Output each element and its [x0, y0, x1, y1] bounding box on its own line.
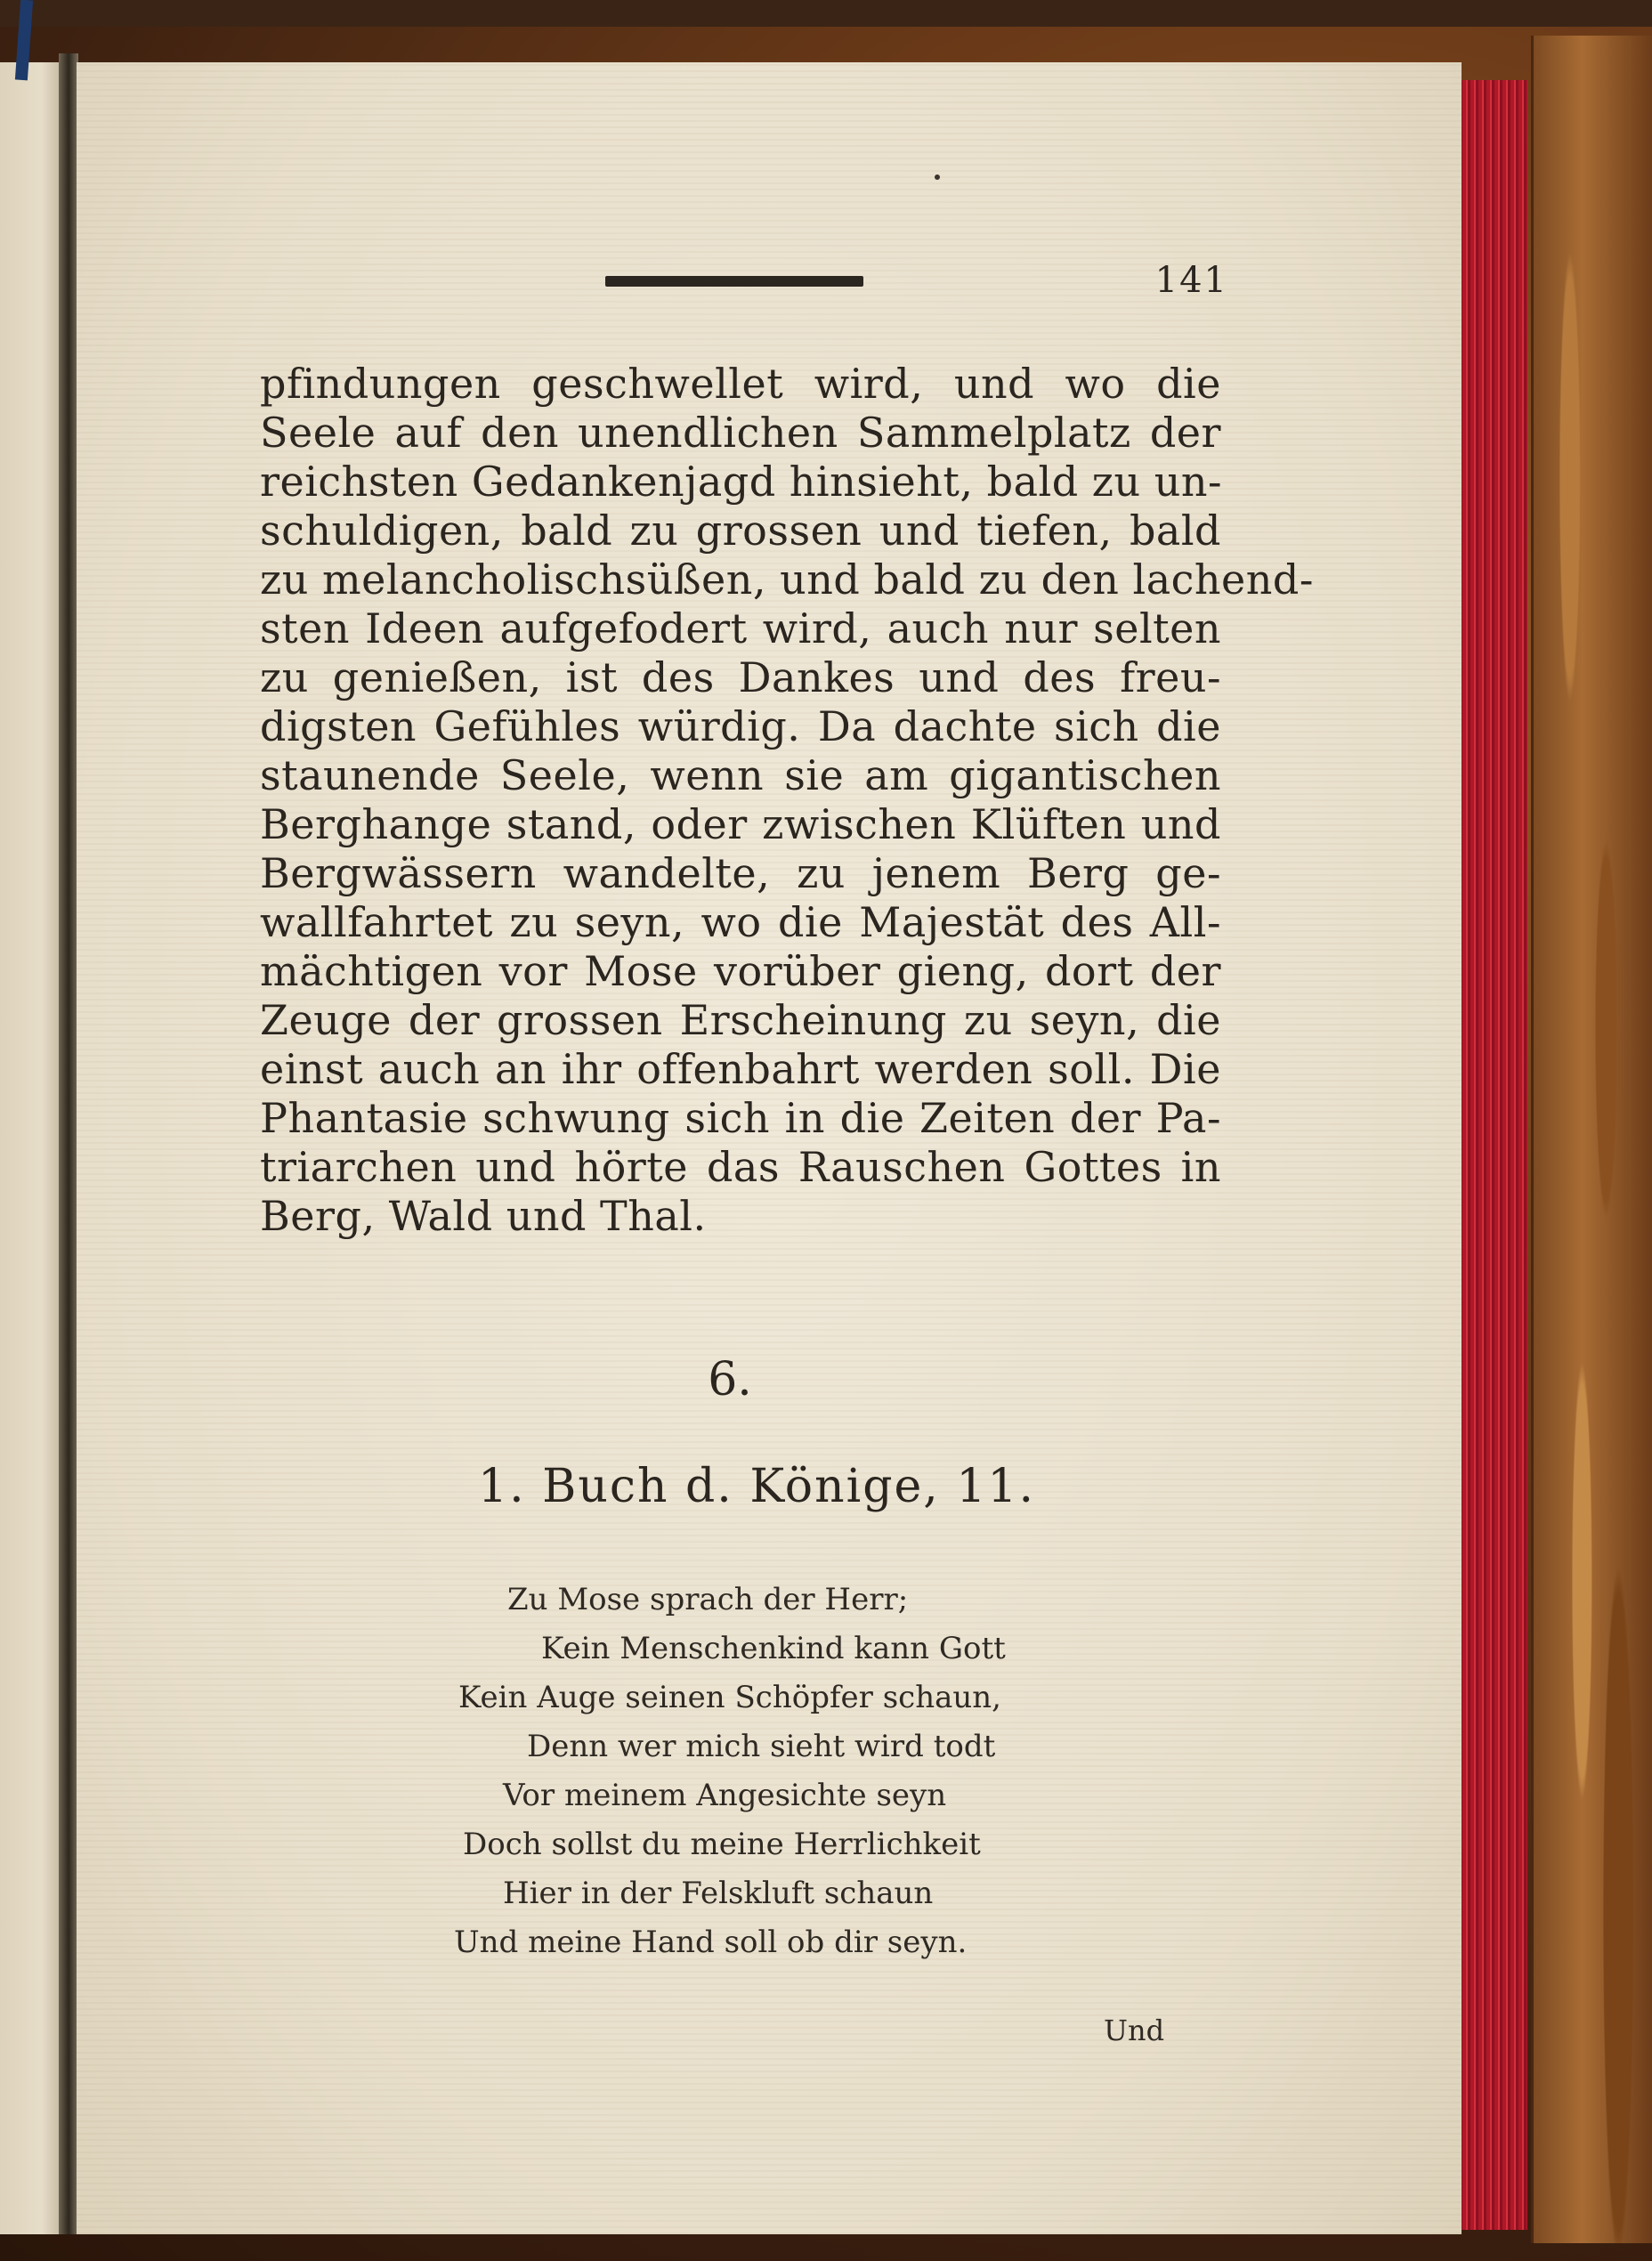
prose-line: zu melancholischsüßen, und bald zu den lachend- [260, 555, 1314, 604]
prose-line: Berghange stand, oder zwischen Klüften und [260, 800, 1221, 848]
prose-line: reichsten Gedankenjagd hinsieht, bald zu un- [260, 458, 1223, 506]
prose-line: zu genießen, ist des Dankes und des freu- [260, 653, 1221, 701]
verse-line: Hier in der Felskluft schaun [503, 1876, 934, 1911]
page-number: 141 [1154, 260, 1228, 301]
prose-line: Berg, Wald und Thal. [260, 1192, 707, 1240]
prose-line: schuldigen, bald zu grossen und tiefen, bald [260, 506, 1221, 555]
prose-line: triarchen und hörte das Rauschen Gottes in [260, 1143, 1221, 1191]
marbled-cover-edge [1531, 36, 1652, 2243]
section-number: 6. [708, 1353, 752, 1406]
catchword: Und [1104, 2014, 1165, 2047]
verse-line: Kein Auge seinen Schöpfer schaun, [458, 1680, 1001, 1715]
ink-speck [935, 174, 940, 180]
prose-line: Bergwässern wandelte, zu jenem Berg ge- [260, 849, 1221, 897]
prose-line: einst auch an ihr offenbahrt werden soll. Die [260, 1045, 1221, 1093]
header-rule [605, 276, 863, 287]
prose-line: sten Ideen aufgefodert wird, auch nur selten [260, 604, 1221, 652]
prose-line: Phantasie schwung sich in die Zeiten der Pa- [260, 1094, 1221, 1142]
verse-line: Denn wer mich sieht wird todt [527, 1729, 996, 1764]
verse-line: Doch sollst du meine Herrlichkeit [463, 1827, 981, 1862]
red-page-edges [1453, 80, 1527, 2230]
verse-block [445, 1576, 1068, 1967]
verse-line: Zu Mose sprach der Herr; [507, 1582, 909, 1617]
verse-line: Kein Menschenkind kann Gott [541, 1631, 1006, 1666]
prose-line: digsten Gefühles würdig. Da dachte sich die [260, 702, 1221, 750]
prose-line: pfindungen geschwellet wird, und wo die [260, 360, 1221, 408]
prose-line: Zeuge der grossen Erscheinung zu seyn, die [260, 996, 1221, 1044]
prose-line: staunende Seele, wenn sie am gigantischen [260, 751, 1221, 799]
verse-line: Und meine Hand soll ob dir seyn. [454, 1925, 968, 1960]
verse-line: Vor meinem Angesichte seyn [503, 1778, 947, 1813]
prose-text [260, 360, 1314, 1241]
prose-line: Seele auf den unendlichen Sammelplatz der [260, 409, 1221, 457]
prose-line: wallfahrtet zu seyn, wo die Majestät des All- [260, 898, 1221, 946]
prose-line: mächtigen vor Mose vorüber gieng, dort der [260, 947, 1221, 995]
section-title: 1. Buch d. Könige, 11. [477, 1460, 1036, 1513]
book-gutter [59, 53, 78, 2234]
